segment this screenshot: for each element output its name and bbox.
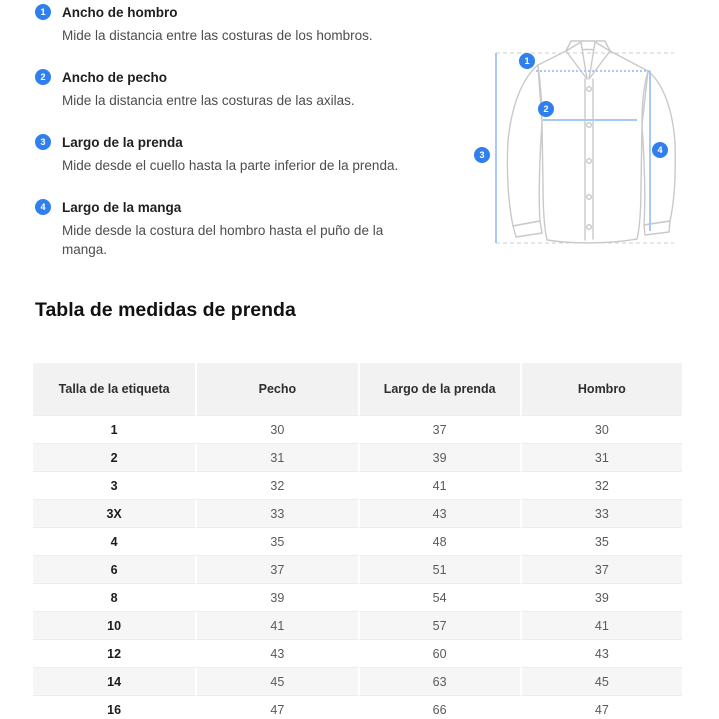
- cell-hombro: 45: [520, 667, 682, 695]
- cell-hombro: 37: [520, 555, 682, 583]
- guide-item-description: Mide desde la costura del hombro hasta el puño de la manga.: [62, 223, 384, 257]
- size-table-row: [33, 695, 682, 719]
- size-table-body: [33, 415, 682, 719]
- badge-4-label: 4: [657, 145, 663, 155]
- cell-largo: 57: [358, 611, 520, 639]
- size-table-row: [33, 499, 682, 527]
- cell-pecho: 47: [195, 695, 357, 719]
- number-badge: 1: [35, 4, 51, 20]
- guide-item-title: Largo de la prenda: [62, 135, 183, 150]
- cell-size: 10: [33, 611, 195, 639]
- size-table-column-header: Talla de la etiqueta: [33, 363, 195, 415]
- cell-largo: 39: [358, 443, 520, 471]
- measurement-guide-item: [35, 134, 427, 175]
- cell-pecho: 41: [195, 611, 357, 639]
- cell-pecho: 31: [195, 443, 357, 471]
- cell-pecho: 37: [195, 555, 357, 583]
- cell-pecho: 39: [195, 583, 357, 611]
- cell-largo: 54: [358, 583, 520, 611]
- cell-pecho: 43: [195, 639, 357, 667]
- cell-size: 3X: [33, 499, 195, 527]
- badge-1-label: 1: [524, 56, 530, 66]
- size-table-row: [33, 611, 682, 639]
- cell-largo: 63: [358, 667, 520, 695]
- cell-largo: 48: [358, 527, 520, 555]
- guide-text: [62, 4, 427, 45]
- cell-hombro: 33: [520, 499, 682, 527]
- cell-size: 16: [33, 695, 195, 719]
- cell-hombro: 32: [520, 471, 682, 499]
- size-table-row: [33, 527, 682, 555]
- size-table: [33, 363, 682, 719]
- size-table-column-header: Pecho: [195, 363, 357, 415]
- size-table-row: [33, 639, 682, 667]
- cell-hombro: 31: [520, 443, 682, 471]
- size-table-row: [33, 471, 682, 499]
- cell-pecho: 30: [195, 415, 357, 443]
- cell-pecho: 32: [195, 471, 357, 499]
- cell-size: 8: [33, 583, 195, 611]
- number-badge: 3: [35, 134, 51, 150]
- cell-largo: 43: [358, 499, 520, 527]
- measurement-guide-item: [35, 69, 427, 110]
- size-table-header: [33, 363, 682, 415]
- guide-item-title: Largo de la manga: [62, 200, 182, 215]
- size-table-row: [33, 555, 682, 583]
- cell-hombro: 41: [520, 611, 682, 639]
- guide-item-title: Ancho de hombro: [62, 5, 178, 20]
- cell-largo: 60: [358, 639, 520, 667]
- size-table-column-header: Largo de la prenda: [358, 363, 520, 415]
- cell-largo: 66: [358, 695, 520, 719]
- shirt-measurement-diagram: [468, 35, 683, 250]
- number-badge: 2: [35, 69, 51, 85]
- guide-text: [62, 134, 427, 175]
- size-table-row: [33, 667, 682, 695]
- size-table-row: [33, 583, 682, 611]
- measurement-guide: [35, 4, 427, 259]
- guide-item-title: Ancho de pecho: [62, 70, 168, 85]
- guide-text: [62, 199, 427, 259]
- cell-hombro: 47: [520, 695, 682, 719]
- guide-item-description: Mide la distancia entre las costuras de las axilas.: [62, 93, 355, 108]
- cell-hombro: 30: [520, 415, 682, 443]
- cell-pecho: 33: [195, 499, 357, 527]
- cell-hombro: 39: [520, 583, 682, 611]
- cell-size: 3: [33, 471, 195, 499]
- size-table-row: [33, 443, 682, 471]
- size-table-header-row: [33, 363, 682, 415]
- cell-largo: 51: [358, 555, 520, 583]
- badge-2-label: 2: [543, 104, 549, 114]
- size-table-title: Tabla de medidas de prenda: [35, 299, 296, 321]
- cell-size: 4: [33, 527, 195, 555]
- cell-size: 1: [33, 415, 195, 443]
- cell-hombro: 43: [520, 639, 682, 667]
- measurement-guide-item: [35, 4, 427, 45]
- number-badge: 4: [35, 199, 51, 215]
- badge-3-label: 3: [479, 150, 485, 160]
- guide-item-description: Mide desde el cuello hasta la parte inferior de la prenda.: [62, 158, 399, 173]
- cell-size: 2: [33, 443, 195, 471]
- cell-largo: 37: [358, 415, 520, 443]
- guide-item-description: Mide la distancia entre las costuras de los hombros.: [62, 28, 373, 43]
- cell-largo: 41: [358, 471, 520, 499]
- cell-pecho: 45: [195, 667, 357, 695]
- cell-size: 12: [33, 639, 195, 667]
- cell-size: 6: [33, 555, 195, 583]
- size-table-column-header: Hombro: [520, 363, 682, 415]
- cell-hombro: 35: [520, 527, 682, 555]
- cell-pecho: 35: [195, 527, 357, 555]
- guide-text: [62, 69, 427, 110]
- measurement-guide-item: [35, 199, 427, 259]
- cell-size: 14: [33, 667, 195, 695]
- size-table-row: [33, 415, 682, 443]
